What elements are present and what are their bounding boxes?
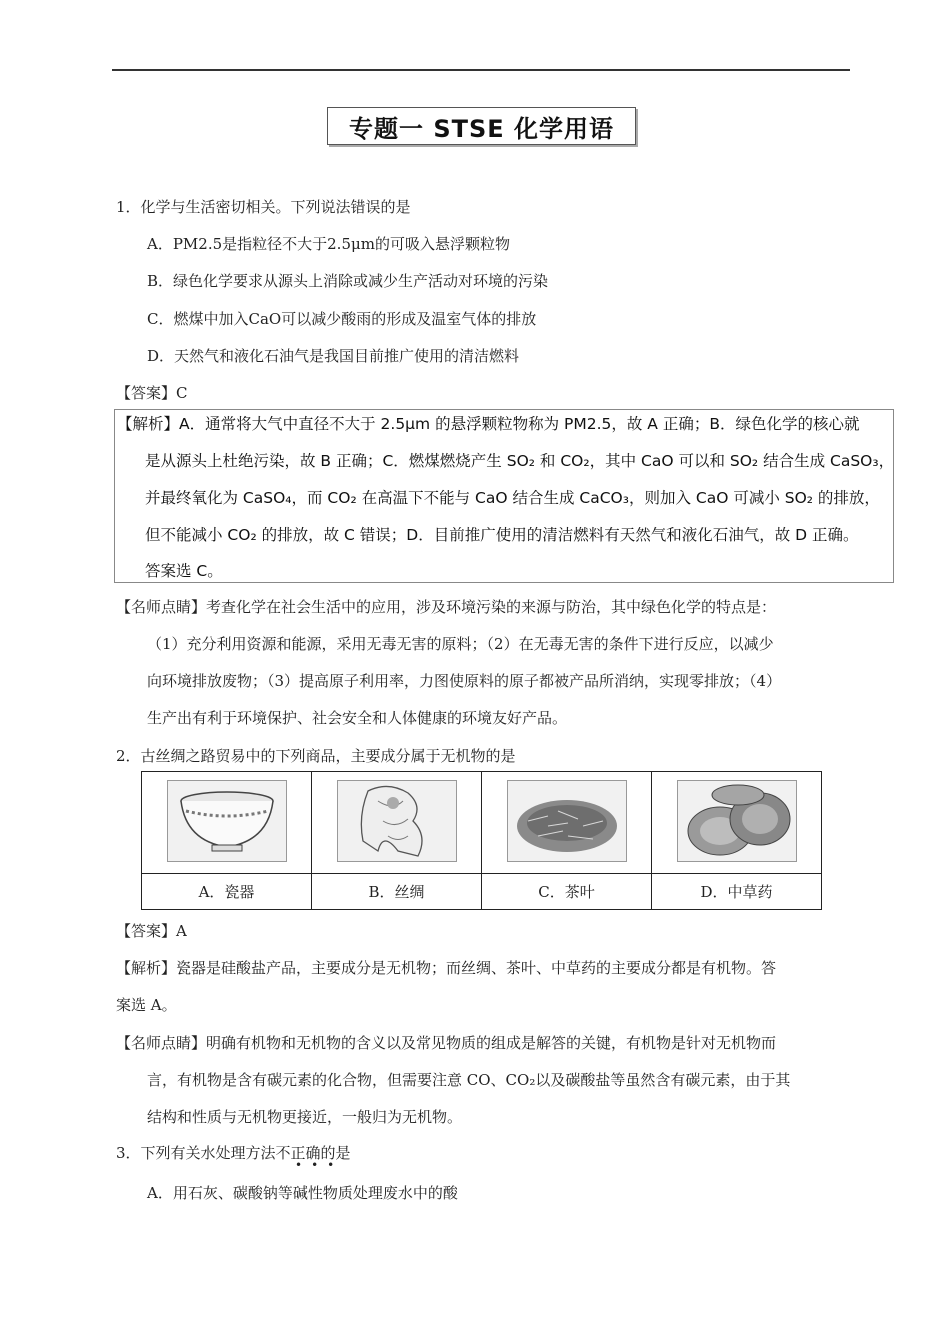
page-title: 专题一 STSE 化学用语 — [327, 107, 636, 145]
q2-item-label: D．中草药 — [652, 874, 822, 910]
q1-tips-line: 生产出有利于环境保护、社会安全和人体健康的环境友好产品。 — [147, 709, 568, 727]
q1-tips-line: （1）充分利用资源和能源，采用无毒无害的原料；（2）在无毒无害的条件下进行反应，以减少 — [147, 635, 774, 653]
q2-item-image-cell — [652, 772, 822, 874]
q1-analysis-box — [114, 409, 894, 583]
q3-stem: 3．下列有关水处理方法不正确的是 — [116, 1144, 351, 1162]
porcelain-bowl-image — [167, 780, 287, 862]
q2-item-label: C．茶叶 — [482, 874, 652, 910]
emphasis-dots: ••• — [295, 1158, 344, 1172]
q1-analysis-line: 是从源头上杜绝污染，故 B 正确；C．燃煤燃烧产生 SO₂ 和 CO₂，其中 CaO 可以和 SO₂ 结合生成 CaSO₃， — [145, 452, 895, 470]
q2-analysis-line: 【解析】瓷器是硅酸盐产品，主要成分是无机物；而丝绸、茶叶、中草药的主要成分都是有机物。答 — [116, 959, 777, 977]
q2-item-image-cell — [482, 772, 652, 874]
q1-analysis-line: 但不能减小 CO₂ 的排放，故 C 错误；D．目前推广使用的清洁燃料有天然气和液化石油气，故 D 正确。 — [145, 526, 859, 544]
q2-item-image-cell — [312, 772, 482, 874]
header-rule — [112, 69, 850, 71]
q1-analysis-line: 并最终氧化为 CaSO₄，而 CO₂ 在高温下不能与 CaO 结合生成 CaCO₃，则加入 CaO 可减小 SO₂ 的排放， — [145, 489, 880, 507]
q1-analysis-line: 答案选 C。 — [145, 562, 223, 580]
q2-tips-line: 【名师点睛】明确有机物和无机物的含义以及常见物质的组成是解答的关键，有机物是针对无机物而 — [116, 1034, 777, 1052]
q2-item-label: B．丝绸 — [312, 874, 482, 910]
herbal-medicine-image — [677, 780, 797, 862]
q1-option-c: C．燃煤中加入CaO可以减少酸雨的形成及温室气体的排放 — [147, 310, 537, 328]
q1-option-a: A．PM2.5是指粒径不大于2.5μm的可吸入悬浮颗粒物 — [147, 235, 510, 253]
q1-stem: 1．化学与生活密切相关。下列说法错误的是 — [116, 198, 411, 216]
q3-option-a: A．用石灰、碳酸钠等碱性物质处理废水中的酸 — [147, 1184, 458, 1202]
q1-answer: 【答案】C — [116, 384, 188, 402]
q2-analysis-line: 案选 A。 — [116, 996, 177, 1014]
tea-leaves-image — [507, 780, 627, 862]
silk-image — [337, 780, 457, 862]
q2-item-label: A．瓷器 — [142, 874, 312, 910]
q2-stem: 2．古丝绸之路贸易中的下列商品，主要成分属于无机物的是 — [116, 747, 516, 765]
q1-option-b: B．绿色化学要求从源头上消除或减少生产活动对环境的污染 — [147, 272, 549, 290]
q1-tips-line: 【名师点睛】考查化学在社会生活中的应用，涉及环境污染的来源与防治，其中绿色化学的特点是： — [116, 598, 777, 616]
q2-items-table — [141, 771, 822, 910]
q2-answer: 【答案】A — [116, 922, 187, 940]
q2-item-image-cell — [142, 772, 312, 874]
q2-tips-line: 结构和性质与无机物更接近，一般归为无机物。 — [147, 1108, 463, 1126]
q1-option-d: D．天然气和液化石油气是我国目前推广使用的清洁燃料 — [147, 347, 520, 365]
q2-tips-line: 言，有机物是含有碳元素的化合物，但需要注意 CO、CO₂以及碳酸盐等虽然含有碳元素，由于其 — [147, 1071, 791, 1089]
q1-tips-line: 向环境排放废物；（3）提高原子利用率，力图使原料的原子都被产品所消纳，实现零排放；（4） — [147, 672, 782, 690]
q1-analysis-line: 【解析】A．通常将大气中直径不大于 2.5μm 的悬浮颗粒物称为 PM2.5，故 A 正确；B．绿色化学的核心就 — [117, 415, 860, 433]
